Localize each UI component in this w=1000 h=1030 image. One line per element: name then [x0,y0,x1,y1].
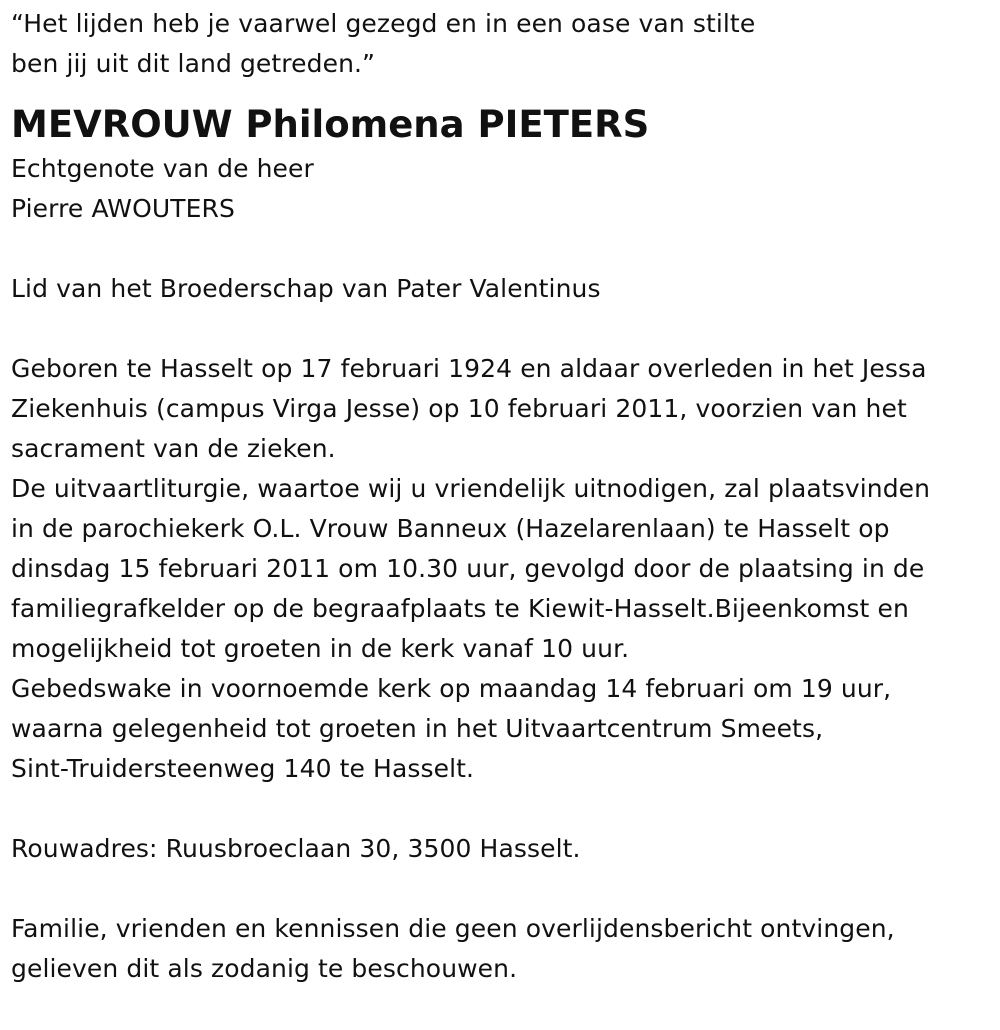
spacer [11,789,991,829]
spouse-name: Pierre AWOUTERS [11,194,235,223]
body-line: mogelijkheid tot groeten in de kerk vanaf 10 uur. [11,634,630,663]
deceased-name: MEVROUW Philomena PIETERS [11,103,650,146]
spouse-line: Echtgenote van de heer [11,154,314,183]
quote-line: ben jij uit dit land getreden.” [11,49,376,78]
spacer [11,309,991,349]
body-line: waarna gelegenheid tot groeten in het Uitvaartcentrum Smeets, [11,714,824,743]
body-line: Gebedswake in voornoemde kerk op maandag 14 februari om 19 uur, [11,674,892,703]
closing-line: Familie, vrienden en kennissen die geen overlijdensbericht ontvingen, [11,914,895,943]
spacer [11,869,991,909]
spacer [11,229,991,269]
body-line: dinsdag 15 februari 2011 om 10.30 uur, gevolgd door de plaatsing in de [11,554,925,583]
body-line: sacrament van de zieken. [11,434,336,463]
closing-note [11,909,991,989]
death-notice [11,4,991,989]
body-line: Sint-Truidersteenweg 140 te Hasselt. [11,754,475,783]
mourning-address: Rouwadres: Ruusbroeclaan 30, 3500 Hasselt. [11,834,581,863]
notice-body [11,349,991,789]
spouse-info [11,149,991,229]
membership-line: Lid van het Broederschap van Pater Valentinus [11,274,601,303]
body-line: Geboren te Hasselt op 17 februari 1924 en aldaar overleden in het Jessa [11,354,927,383]
body-line: De uitvaartliturgie, waartoe wij u vriendelijk uitnodigen, zal plaatsvinden [11,474,931,503]
closing-line: gelieven dit als zodanig te beschouwen. [11,954,518,983]
body-line: Ziekenhuis (campus Virga Jesse) op 10 februari 2011, voorzien van het [11,394,907,423]
opening-quote [11,4,991,84]
body-line: in de parochiekerk O.L. Vrouw Banneux (Hazelarenlaan) te Hasselt op [11,514,890,543]
body-line: familiegrafkelder op de begraafplaats te Kiewit-Hasselt.Bijeenkomst en [11,594,909,623]
quote-line: “Het lijden heb je vaarwel gezegd en in een oase van stilte [11,9,756,38]
